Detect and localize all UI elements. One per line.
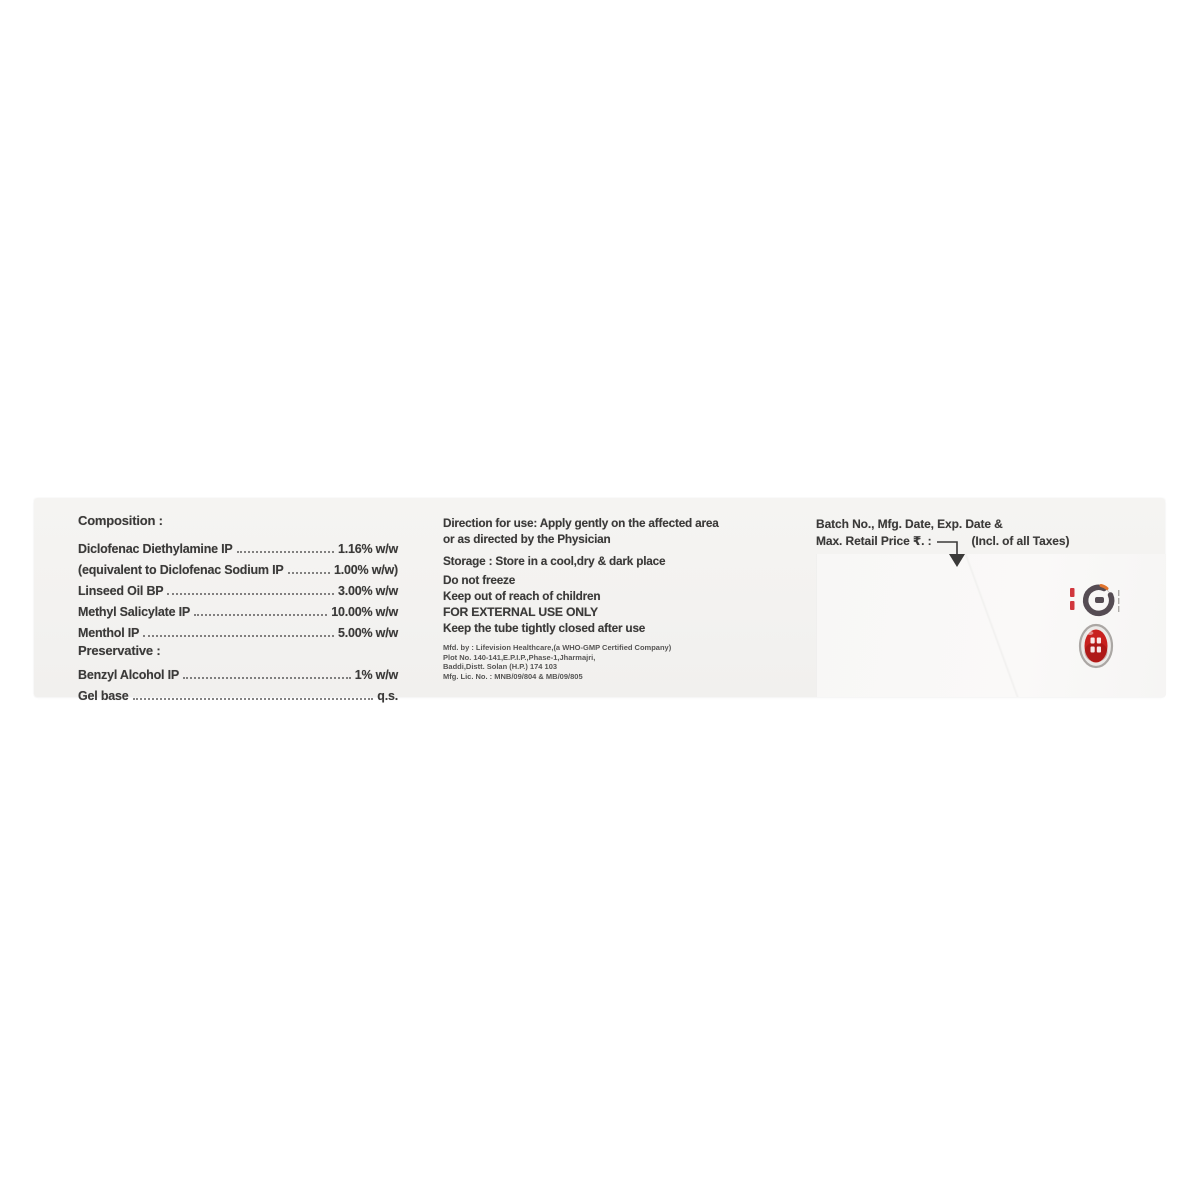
ingredient-strength: 1.16% w/w bbox=[337, 542, 398, 556]
composition-section bbox=[78, 514, 398, 703]
ingredient-name: Diclofenac Diethylamine IP bbox=[78, 542, 233, 556]
red-oval-seal-icon bbox=[1077, 622, 1115, 670]
storage-instruction: Storage : Store in a cool,dry & dark place bbox=[443, 554, 666, 568]
preservative-heading: Preservative : bbox=[78, 643, 161, 658]
leader-dots bbox=[288, 572, 330, 574]
composition-row bbox=[78, 535, 398, 556]
directions-section bbox=[443, 515, 753, 681]
batch-mrp-section bbox=[816, 516, 1146, 568]
ingredient-strength: q.s. bbox=[377, 689, 398, 703]
composition-row bbox=[78, 556, 398, 577]
ingredient-name: (equivalent to Diclofenac Sodium IP bbox=[78, 563, 284, 577]
leader-dots bbox=[167, 593, 334, 595]
mrp-label: Max. Retail Price ₹. : bbox=[816, 534, 932, 548]
ingredient-strength: 1% w/w bbox=[354, 668, 398, 682]
leader-dots bbox=[183, 677, 351, 679]
manufacturer-name: Mfd. by : Lifevision Healthcare,(a WHO-GMP Certified Company) bbox=[443, 643, 672, 652]
manufacturer-address-line1: Plot No. 140-141,E.P.I.P.,Phase-1,Jharmajri, bbox=[443, 652, 596, 662]
ingredient-strength: 10.00% w/w bbox=[331, 605, 398, 619]
taxes-inclusive-label: (Incl. of all Taxes) bbox=[971, 534, 1070, 548]
leader-dots bbox=[194, 614, 327, 616]
composition-row bbox=[78, 682, 398, 703]
manufacturer-address-line2: Baddi,Distt. Solan (H.P.) 174 103 bbox=[443, 662, 558, 671]
direction-for-use-line1: Direction for use: Apply gently on the affected area bbox=[443, 516, 719, 530]
ingredient-name: Gel base bbox=[78, 689, 129, 703]
leader-dots bbox=[143, 635, 334, 637]
leader-dots bbox=[133, 698, 374, 700]
composition-row bbox=[78, 598, 398, 619]
carton-back-panel bbox=[34, 498, 1165, 703]
leader-dots bbox=[237, 551, 334, 553]
direction-for-use-line2: or as directed by the Physician bbox=[443, 532, 611, 546]
tube-closed-instruction: Keep the tube tightly closed after use bbox=[443, 621, 646, 635]
external-use-warning: FOR EXTERNAL USE ONLY bbox=[443, 605, 598, 619]
ingredient-name: Benzyl Alcohol IP bbox=[78, 668, 180, 682]
manufacturer-block bbox=[443, 643, 753, 681]
ingredient-strength: 1.00% w/w) bbox=[334, 563, 398, 577]
composition-row bbox=[78, 577, 398, 598]
ingredient-strength: 5.00% w/w bbox=[337, 626, 398, 640]
composition-row bbox=[78, 661, 398, 682]
composition-row bbox=[78, 619, 398, 640]
ingredient-name: Linseed Oil BP bbox=[78, 584, 164, 598]
do-not-freeze-warning: Do not freeze bbox=[443, 573, 516, 587]
ingredient-name: Methyl Salicylate IP bbox=[78, 605, 191, 619]
ingredient-name: Menthol IP bbox=[78, 626, 140, 640]
ingredient-strength: 3.00% w/w bbox=[337, 584, 398, 598]
down-arrow-icon bbox=[936, 538, 968, 568]
brand-swirl-icon bbox=[1068, 580, 1126, 622]
mfg-licence-number: Mfg. Lic. No. : MNB/09/804 & MB/09/805 bbox=[443, 671, 583, 681]
composition-heading: Composition : bbox=[78, 513, 163, 528]
keep-out-of-reach-warning: Keep out of reach of children bbox=[443, 589, 601, 603]
batch-details-line: Batch No., Mfg. Date, Exp. Date & bbox=[816, 517, 1003, 531]
